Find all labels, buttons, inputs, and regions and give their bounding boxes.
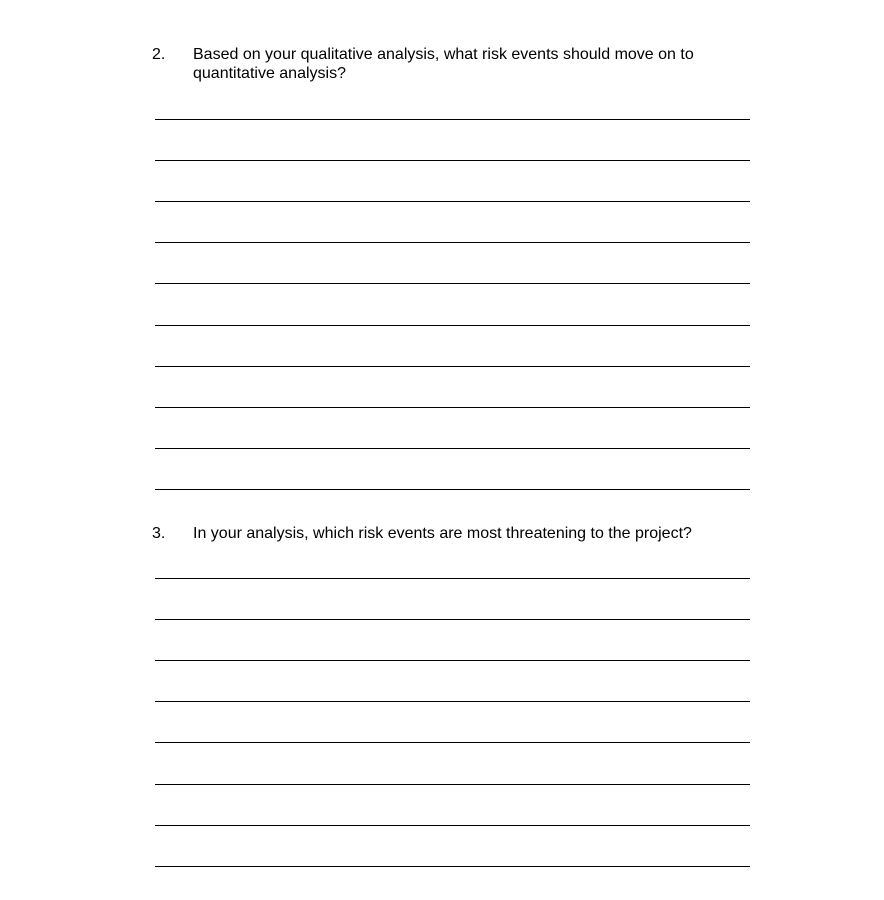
answer-line[interactable]	[155, 742, 750, 743]
question-text-line: Based on your qualitative analysis, what risk events should move on to	[193, 46, 694, 63]
answer-line[interactable]	[155, 825, 750, 826]
question-number: 3.	[152, 525, 166, 542]
answer-line[interactable]	[155, 448, 750, 449]
answer-line[interactable]	[155, 201, 750, 202]
answer-line[interactable]	[155, 160, 750, 161]
question-text	[193, 45, 753, 83]
answer-line[interactable]	[155, 366, 750, 367]
answer-line[interactable]	[155, 325, 750, 326]
answer-line[interactable]	[155, 701, 750, 702]
answer-line[interactable]	[155, 283, 750, 284]
answer-line[interactable]	[155, 619, 750, 620]
answer-line[interactable]	[155, 119, 750, 120]
question-number: 2.	[152, 46, 166, 63]
answer-line[interactable]	[155, 578, 750, 579]
question-text-line: quantitative analysis?	[193, 65, 346, 82]
answer-line[interactable]	[155, 866, 750, 867]
answer-line[interactable]	[155, 242, 750, 243]
answer-line[interactable]	[155, 407, 750, 408]
answer-line[interactable]	[155, 784, 750, 785]
question-text: In your analysis, which risk events are most threatening to the project?	[193, 525, 692, 542]
answer-line[interactable]	[155, 660, 750, 661]
answer-line[interactable]	[155, 489, 750, 490]
